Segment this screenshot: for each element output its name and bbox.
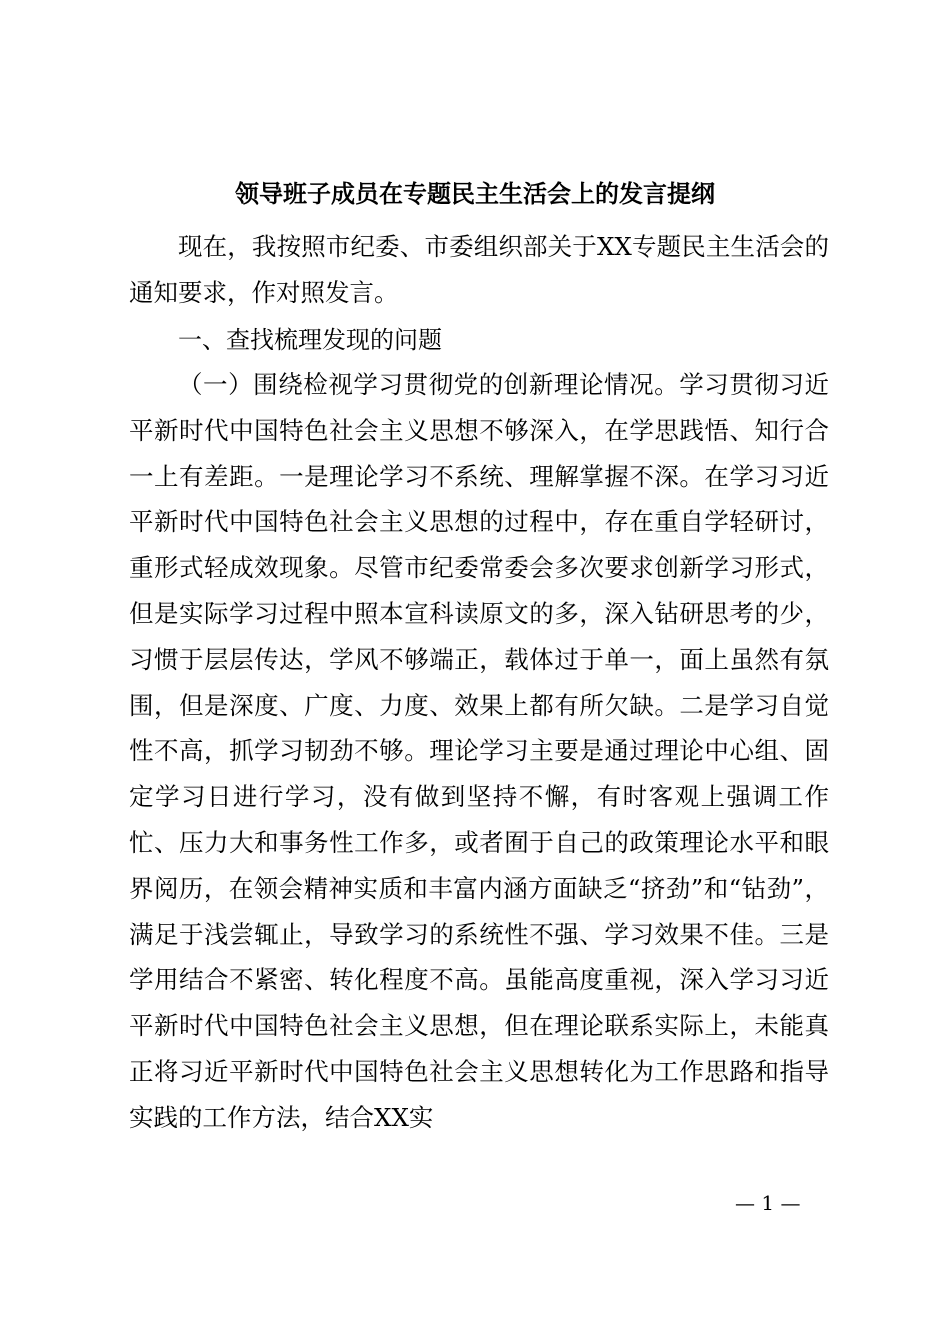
paragraph-body-text: 学习贯彻习近平新时代中国特色社会主义思想不够深入，在学思践悟、知行合一上有差距。一是理论学习不系统、理解掌握不深。在学习习近平新时代中国特色社会主义思想的过程中，存在重自学轻研讨，重形式轻成效现象。尽管市纪委常委会多次要求创新学习形式，但是实际学习过程中照本宣科读原文的多，深入钻研思考的少，习惯于层层传达，学风不够端正，载体过于单一，面上虽然有氛围，但是深度、广度、力度、效果上都有所欠缺。二是学习自觉性不高，抓学习韧劲不够。理论学习主要是通过理论中心组、固定学习日进行学习，没有做到坚持不懈，有时客观上强调工作忙、压力大和事务性工作多，或者囿于自己的政策理论水平和眼界阅历，在领会精神实质和丰富内涵方面缺乏“挤劲”和“钻劲”，满足于浅尝辄止，导致学习的系统性不强、学习效果不佳。三是学用结合不紧密、转化程度不高。虽能高度重视，深入学习习近平新时代中国特色社会主义思想，但在理论联系实际上，未能真正将习近平新时代中国特色社会主义思想转化为工作思路和指导实践的工作方法，结合XX实: [129, 370, 830, 1132]
body-paragraph-1: [129, 362, 829, 1141]
document-title: 领导班子成员在专题民主生活会上的发言提纲: [235, 179, 715, 208]
section-heading-1: 一、查找梳理发现的问题: [178, 326, 442, 354]
intro-paragraph: 现在，我按照市纪委、市委组织部关于XX专题民主生活会的通知要求，作对照发言。: [129, 232, 829, 307]
paragraph-lead-heading: （一）围绕检视学习贯彻党的创新理论情况。: [178, 370, 680, 399]
page-number: — 1 —: [735, 1191, 801, 1215]
